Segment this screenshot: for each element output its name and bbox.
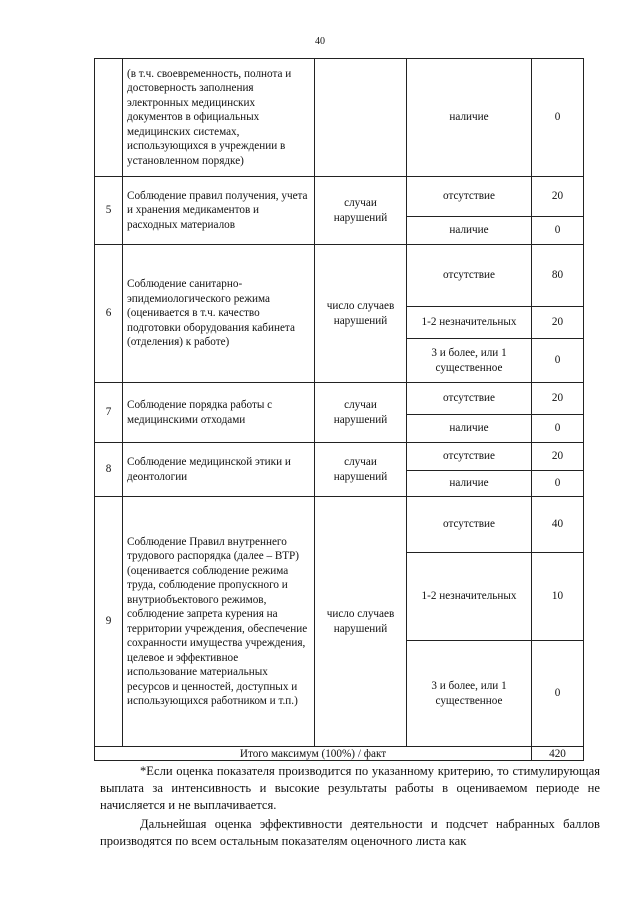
unit-cell: случаи нарушений	[315, 443, 407, 497]
table-row	[95, 383, 584, 415]
option-cell: отсутствие	[407, 245, 532, 307]
criterion-cell: Соблюдение Правил внутреннего трудового распорядка (далее – ВТР) (оценивается соблюдение режима труда, соблюдение пропускного и внутриобъектового режимов, соблюдение запрета курения на территории учреждения, обеспечение сохранности имущества учреждения, целевое и эффективное использование материальных ресурсов и ценностей, доступных и использующихся работником и т.п.)	[123, 497, 315, 747]
option-cell: отсутствие	[407, 497, 532, 553]
criterion-cell: (в т.ч. своевременность, полнота и достоверность заполнения электронных медицинских документов в официальных медицинских системах, использующихся в учреждении в установленном порядке)	[123, 59, 315, 177]
points-cell: 0	[532, 217, 584, 245]
unit-cell: случаи нарушений	[315, 177, 407, 245]
option-cell: наличие	[407, 59, 532, 177]
points-cell: 0	[532, 471, 584, 497]
footnote-paragraph: *Если оценка показателя производится по указанному критерию, то стимулирующая выплата за интенсивность и высокие результаты работы в оцениваемом периоде не начисляется и не выплачивается.	[100, 764, 600, 812]
row-number: 5	[95, 177, 123, 245]
page-number: 40	[315, 36, 325, 47]
points-cell: 40	[532, 497, 584, 553]
criterion-cell: Соблюдение санитарно-эпидемиологического режима (оценивается в т.ч. качество подготовки оборудования кабинета (отделения) к работе)	[123, 245, 315, 383]
row-number: 7	[95, 383, 123, 443]
points-cell: 0	[532, 59, 584, 177]
total-points: 420	[532, 747, 584, 761]
points-cell: 0	[532, 641, 584, 747]
row-number: 8	[95, 443, 123, 497]
total-row	[95, 747, 584, 761]
points-cell: 20	[532, 383, 584, 415]
option-cell: наличие	[407, 217, 532, 245]
evaluation-table	[94, 58, 584, 761]
unit-cell: случаи нарушений	[315, 383, 407, 443]
option-cell: отсутствие	[407, 383, 532, 415]
option-cell: отсутствие	[407, 177, 532, 217]
option-cell: отсутствие	[407, 443, 532, 471]
row-number: 6	[95, 245, 123, 383]
option-cell: наличие	[407, 415, 532, 443]
row-number	[95, 59, 123, 177]
option-cell: 3 и более, или 1 существенное	[407, 339, 532, 383]
unit-cell: число случаев нарушений	[315, 245, 407, 383]
points-cell: 20	[532, 443, 584, 471]
option-cell: 1-2 незначительных	[407, 307, 532, 339]
table-row	[95, 59, 584, 177]
table-row	[95, 177, 584, 217]
total-label: Итого максимум (100%) / факт	[95, 747, 532, 761]
option-cell: 1-2 незначительных	[407, 553, 532, 641]
notes-section	[100, 763, 600, 850]
criterion-cell: Соблюдение правил получения, учета и хранения медикаментов и расходных материалов	[123, 177, 315, 245]
criterion-cell: Соблюдение порядка работы с медицинскими отходами	[123, 383, 315, 443]
criterion-cell: Соблюдение медицинской этики и деонтологии	[123, 443, 315, 497]
points-cell: 0	[532, 339, 584, 383]
option-cell: наличие	[407, 471, 532, 497]
points-cell: 80	[532, 245, 584, 307]
unit-cell: число случаев нарушений	[315, 497, 407, 747]
table-row	[95, 245, 584, 307]
continuation-paragraph: Дальнейшая оценка эффективности деятельности и подсчет набранных баллов производятся по всем остальным показателям оценочного листа как	[100, 817, 600, 848]
points-cell: 0	[532, 415, 584, 443]
points-cell: 10	[532, 553, 584, 641]
points-cell: 20	[532, 177, 584, 217]
table-row	[95, 443, 584, 471]
table-row	[95, 497, 584, 553]
points-cell: 20	[532, 307, 584, 339]
option-cell: 3 и более, или 1 существенное	[407, 641, 532, 747]
row-number: 9	[95, 497, 123, 747]
unit-cell	[315, 59, 407, 177]
